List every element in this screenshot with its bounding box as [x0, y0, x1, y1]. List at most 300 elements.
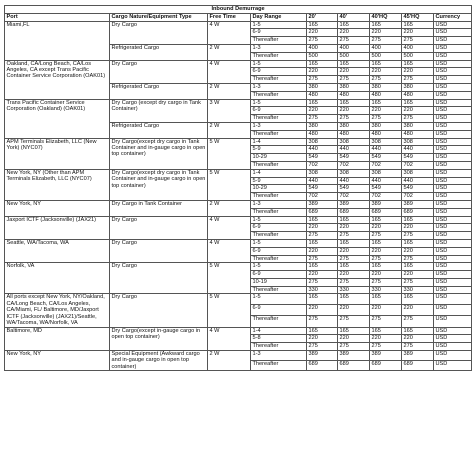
rate-40-cell: 330 — [338, 286, 370, 294]
currency-cell: USD — [434, 232, 472, 240]
rate-45hq-cell: 308 — [402, 169, 434, 177]
day-range-cell: Thereafter — [251, 208, 307, 216]
rate-20-cell: 220 — [307, 247, 338, 255]
rate-20-cell: 220 — [307, 107, 338, 115]
rate-40-cell: 220 — [338, 271, 370, 279]
day-range-cell: 1-3 — [251, 122, 307, 130]
day-range-cell: Thereafter — [251, 193, 307, 201]
currency-cell: USD — [434, 146, 472, 154]
rate-40-cell: 380 — [338, 83, 370, 91]
cargo-type-cell: Dry Cargo in Tank Container — [110, 200, 208, 216]
cargo-type-cell: Dry Cargo(except dry cargo in Tank Container and in-gauge cargo in open top container) — [110, 138, 208, 169]
rate-40-cell: 165 — [338, 294, 370, 305]
rate-40-cell: 440 — [338, 177, 370, 185]
rate-40hq-cell: 165 — [370, 263, 402, 271]
currency-cell: USD — [434, 350, 472, 360]
rate-45hq-cell: 308 — [402, 138, 434, 146]
day-range-cell: 1-5 — [251, 216, 307, 224]
currency-cell: USD — [434, 335, 472, 343]
rate-20-cell: 275 — [307, 255, 338, 263]
rate-45hq-cell: 389 — [402, 200, 434, 208]
port-cell: Baltimore, MD — [5, 327, 110, 350]
rate-40hq-cell: 440 — [370, 146, 402, 154]
currency-cell: USD — [434, 76, 472, 84]
port-cell: Trans Pacific Container Service Corporation (Oakland) (OAK01) — [5, 99, 110, 138]
rate-20-cell: 389 — [307, 350, 338, 360]
rate-20-cell: 702 — [307, 161, 338, 169]
rate-20-cell: 165 — [307, 239, 338, 247]
port-cell: Miami,FL — [5, 21, 110, 60]
column-header: Cargo Nature/Equipment Type — [110, 13, 208, 21]
rate-20-cell: 380 — [307, 83, 338, 91]
currency-cell: USD — [434, 138, 472, 146]
day-range-cell: 1-4 — [251, 138, 307, 146]
rate-20-cell: 165 — [307, 216, 338, 224]
rate-40-cell: 275 — [338, 343, 370, 351]
rate-45hq-cell: 165 — [402, 60, 434, 68]
rate-40hq-cell: 389 — [370, 350, 402, 360]
day-range-cell: Thereafter — [251, 161, 307, 169]
free-time-cell: 2 W — [208, 83, 251, 99]
rate-40hq-cell: 165 — [370, 239, 402, 247]
rate-40-cell: 702 — [338, 161, 370, 169]
port-cell: Oakland, CA/Long Beach, CA/Los Angeles, CA except Trans Pacific Container Service Corporation (OAK01) — [5, 60, 110, 99]
day-range-cell: 1-4 — [251, 169, 307, 177]
rate-40hq-cell: 689 — [370, 361, 402, 371]
rate-20-cell: 275 — [307, 76, 338, 84]
rate-40-cell: 275 — [338, 37, 370, 45]
rate-45hq-cell: 440 — [402, 177, 434, 185]
rate-20-cell: 389 — [307, 200, 338, 208]
day-range-cell: Thereafter — [251, 76, 307, 84]
day-range-cell: 1-5 — [251, 294, 307, 305]
cargo-type-cell: Refrigerated Cargo — [110, 83, 208, 99]
rate-45hq-cell: 275 — [402, 255, 434, 263]
cargo-type-cell: Dry Cargo — [110, 21, 208, 44]
rate-40-cell: 220 — [338, 224, 370, 232]
free-time-cell: 4 W — [208, 216, 251, 239]
day-range-cell: 5-8 — [251, 335, 307, 343]
rate-40hq-cell: 689 — [370, 208, 402, 216]
rate-40-cell: 165 — [338, 327, 370, 335]
currency-cell: USD — [434, 107, 472, 115]
rate-40hq-cell: 165 — [370, 99, 402, 107]
currency-cell: USD — [434, 21, 472, 29]
port-cell: APM Terminals Elizabeth, LLC (New York) (NYC07) — [5, 138, 110, 169]
table-row — [5, 169, 472, 177]
cargo-type-cell: Dry Cargo — [110, 216, 208, 239]
rate-40hq-cell: 220 — [370, 305, 402, 316]
rate-40-cell: 480 — [338, 130, 370, 138]
rate-45hq-cell: 389 — [402, 350, 434, 360]
day-range-cell: Thereafter — [251, 343, 307, 351]
rate-45hq-cell: 165 — [402, 239, 434, 247]
rate-20-cell: 500 — [307, 52, 338, 60]
rate-40hq-cell: 220 — [370, 271, 402, 279]
rate-20-cell: 308 — [307, 169, 338, 177]
free-time-cell: 4 W — [208, 327, 251, 350]
rate-45hq-cell: 702 — [402, 193, 434, 201]
rate-45hq-cell: 275 — [402, 76, 434, 84]
free-time-cell: 5 W — [208, 294, 251, 327]
rate-20-cell: 165 — [307, 294, 338, 305]
currency-cell: USD — [434, 37, 472, 45]
rate-20-cell: 165 — [307, 263, 338, 271]
rate-40-cell: 275 — [338, 255, 370, 263]
currency-cell: USD — [434, 286, 472, 294]
rate-40hq-cell: 220 — [370, 224, 402, 232]
day-range-cell: 10-29 — [251, 185, 307, 193]
cargo-type-cell: Dry Cargo — [110, 60, 208, 83]
column-header: Port — [5, 13, 110, 21]
rate-40-cell: 275 — [338, 278, 370, 286]
rate-45hq-cell: 165 — [402, 21, 434, 29]
rate-40hq-cell: 275 — [370, 255, 402, 263]
rate-40hq-cell: 389 — [370, 200, 402, 208]
table-title: Inbound Demurrage — [5, 6, 472, 14]
cargo-type-cell: Dry Cargo(except in-gauge cargo in open top container) — [110, 327, 208, 350]
currency-cell: USD — [434, 294, 472, 305]
rate-20-cell: 480 — [307, 130, 338, 138]
table-row — [5, 239, 472, 247]
rate-40-cell: 549 — [338, 154, 370, 162]
column-header: 45'HQ — [402, 13, 434, 21]
free-time-cell: 4 W — [208, 60, 251, 83]
currency-cell: USD — [434, 169, 472, 177]
rate-40-cell: 549 — [338, 185, 370, 193]
port-cell: New York, NY (Other than APM Terminals Elizabeth, LLC (NYC07) — [5, 169, 110, 200]
rate-40hq-cell: 308 — [370, 138, 402, 146]
free-time-cell: 2 W — [208, 122, 251, 138]
rate-20-cell: 220 — [307, 305, 338, 316]
day-range-cell: 5-9 — [251, 146, 307, 154]
day-range-cell: 5-9 — [251, 177, 307, 185]
rate-20-cell: 440 — [307, 177, 338, 185]
rate-20-cell: 220 — [307, 29, 338, 37]
currency-cell: USD — [434, 44, 472, 52]
rate-20-cell: 165 — [307, 99, 338, 107]
port-cell: All ports except New York, NY/Oakland, CA/Long Beach, CA/Los Angeles, CA/Miami, FL/ Baltimore, MD/Jaxport ICTF (Jacksonville) (JAX21)/Seattle, WA/Tacoma, WA/Norfolk, VA — [5, 294, 110, 327]
rate-45hq-cell: 220 — [402, 29, 434, 37]
rate-40hq-cell: 440 — [370, 177, 402, 185]
rate-40-cell: 165 — [338, 263, 370, 271]
rate-40hq-cell: 220 — [370, 247, 402, 255]
table-row — [5, 21, 472, 29]
rate-20-cell: 689 — [307, 361, 338, 371]
column-header: 20' — [307, 13, 338, 21]
rate-40hq-cell: 275 — [370, 278, 402, 286]
free-time-cell: 4 W — [208, 21, 251, 44]
day-range-cell: Thereafter — [251, 255, 307, 263]
rate-45hq-cell: 220 — [402, 68, 434, 76]
rate-45hq-cell: 440 — [402, 146, 434, 154]
rate-20-cell: 380 — [307, 122, 338, 130]
rate-20-cell: 275 — [307, 37, 338, 45]
rate-20-cell: 702 — [307, 193, 338, 201]
rate-40-cell: 165 — [338, 21, 370, 29]
rate-20-cell: 689 — [307, 208, 338, 216]
table-body — [5, 21, 472, 371]
day-range-cell: Thereafter — [251, 115, 307, 123]
table-row — [5, 327, 472, 335]
rate-40-cell: 165 — [338, 216, 370, 224]
rate-20-cell: 440 — [307, 146, 338, 154]
rate-20-cell: 220 — [307, 271, 338, 279]
currency-cell: USD — [434, 99, 472, 107]
day-range-cell: 1-5 — [251, 60, 307, 68]
day-range-cell: 1-3 — [251, 350, 307, 360]
day-range-cell: 1-5 — [251, 99, 307, 107]
rate-40-cell: 220 — [338, 305, 370, 316]
rate-20-cell: 275 — [307, 115, 338, 123]
currency-cell: USD — [434, 29, 472, 37]
rate-45hq-cell: 220 — [402, 107, 434, 115]
cargo-type-cell: Dry Cargo — [110, 239, 208, 262]
free-time-cell: 2 W — [208, 350, 251, 370]
rate-45hq-cell: 165 — [402, 294, 434, 305]
rate-20-cell: 220 — [307, 335, 338, 343]
currency-cell: USD — [434, 68, 472, 76]
rate-40-cell: 220 — [338, 335, 370, 343]
rate-20-cell: 165 — [307, 60, 338, 68]
table-row — [5, 350, 472, 360]
day-range-cell: Thereafter — [251, 52, 307, 60]
rate-40hq-cell: 275 — [370, 232, 402, 240]
rate-40hq-cell: 165 — [370, 21, 402, 29]
rate-45hq-cell: 275 — [402, 115, 434, 123]
currency-cell: USD — [434, 224, 472, 232]
currency-cell: USD — [434, 122, 472, 130]
rate-40-cell: 220 — [338, 247, 370, 255]
rate-45hq-cell: 689 — [402, 361, 434, 371]
day-range-cell: Thereafter — [251, 232, 307, 240]
rate-40-cell: 689 — [338, 208, 370, 216]
port-cell: Seattle, WA/Tacoma, WA — [5, 239, 110, 262]
rate-45hq-cell: 275 — [402, 343, 434, 351]
demurrage-table-container — [4, 0, 471, 371]
day-range-cell: Thereafter — [251, 37, 307, 45]
port-cell: Jaxport ICTF (Jacksonville) (JAX21) — [5, 216, 110, 239]
rate-40hq-cell: 380 — [370, 83, 402, 91]
rate-45hq-cell: 275 — [402, 232, 434, 240]
currency-cell: USD — [434, 263, 472, 271]
rate-45hq-cell: 702 — [402, 161, 434, 169]
rate-45hq-cell: 275 — [402, 37, 434, 45]
column-header: 40'HQ — [370, 13, 402, 21]
free-time-cell: 5 W — [208, 138, 251, 169]
column-header: Day Range — [251, 13, 307, 21]
cargo-type-cell: Special Equipment (Awkward cargo and in-gauge cargo in open top container) — [110, 350, 208, 370]
rate-20-cell: 275 — [307, 316, 338, 327]
rate-40-cell: 308 — [338, 169, 370, 177]
day-range-cell: Thereafter — [251, 286, 307, 294]
currency-cell: USD — [434, 239, 472, 247]
day-range-cell: 1-4 — [251, 327, 307, 335]
rate-20-cell: 275 — [307, 278, 338, 286]
rate-45hq-cell: 220 — [402, 335, 434, 343]
rate-45hq-cell: 549 — [402, 185, 434, 193]
rate-45hq-cell: 165 — [402, 263, 434, 271]
rate-45hq-cell: 220 — [402, 271, 434, 279]
day-range-cell: 1-3 — [251, 83, 307, 91]
rate-40hq-cell: 549 — [370, 154, 402, 162]
rate-40hq-cell: 220 — [370, 107, 402, 115]
currency-cell: USD — [434, 161, 472, 169]
rate-40-cell: 165 — [338, 99, 370, 107]
currency-cell: USD — [434, 115, 472, 123]
day-range-cell: Thereafter — [251, 316, 307, 327]
rate-20-cell: 549 — [307, 154, 338, 162]
rate-45hq-cell: 480 — [402, 91, 434, 99]
rate-40-cell: 220 — [338, 68, 370, 76]
free-time-cell: 2 W — [208, 200, 251, 216]
currency-cell: USD — [434, 193, 472, 201]
day-range-cell: 6-9 — [251, 68, 307, 76]
rate-40-cell: 165 — [338, 60, 370, 68]
rate-45hq-cell: 165 — [402, 99, 434, 107]
rate-40-cell: 702 — [338, 193, 370, 201]
rate-20-cell: 308 — [307, 138, 338, 146]
rate-40-cell: 389 — [338, 200, 370, 208]
column-header: Free Time — [208, 13, 251, 21]
rate-40hq-cell: 165 — [370, 294, 402, 305]
rate-45hq-cell: 220 — [402, 224, 434, 232]
table-row — [5, 60, 472, 68]
rate-45hq-cell: 500 — [402, 52, 434, 60]
rate-40hq-cell: 400 — [370, 44, 402, 52]
currency-cell: USD — [434, 316, 472, 327]
currency-cell: USD — [434, 200, 472, 208]
rate-40hq-cell: 165 — [370, 60, 402, 68]
rate-40hq-cell: 275 — [370, 76, 402, 84]
day-range-cell: Thereafter — [251, 91, 307, 99]
table-row — [5, 216, 472, 224]
currency-cell: USD — [434, 247, 472, 255]
currency-cell: USD — [434, 185, 472, 193]
rate-20-cell: 220 — [307, 224, 338, 232]
day-range-cell: 6-9 — [251, 224, 307, 232]
rate-40hq-cell: 165 — [370, 327, 402, 335]
day-range-cell: 1-3 — [251, 44, 307, 52]
table-row — [5, 99, 472, 107]
rate-40hq-cell: 500 — [370, 52, 402, 60]
port-cell: Norfolk, VA — [5, 263, 110, 294]
rate-40-cell: 275 — [338, 316, 370, 327]
rate-45hq-cell: 380 — [402, 122, 434, 130]
free-time-cell: 3 W — [208, 99, 251, 122]
port-cell: New York, NY — [5, 200, 110, 216]
rate-40hq-cell: 480 — [370, 130, 402, 138]
rate-45hq-cell: 400 — [402, 44, 434, 52]
day-range-cell: 6-9 — [251, 305, 307, 316]
currency-cell: USD — [434, 216, 472, 224]
rate-40-cell: 440 — [338, 146, 370, 154]
currency-cell: USD — [434, 154, 472, 162]
currency-cell: USD — [434, 271, 472, 279]
rate-40-cell: 220 — [338, 107, 370, 115]
day-range-cell: 1-3 — [251, 200, 307, 208]
cargo-type-cell: Refrigerated Cargo — [110, 44, 208, 60]
day-range-cell: 6-9 — [251, 247, 307, 255]
day-range-cell: 1-5 — [251, 21, 307, 29]
currency-cell: USD — [434, 60, 472, 68]
currency-cell: USD — [434, 130, 472, 138]
rate-20-cell: 165 — [307, 327, 338, 335]
rate-40hq-cell: 702 — [370, 161, 402, 169]
cargo-type-cell: Dry Cargo — [110, 263, 208, 294]
rate-40hq-cell: 702 — [370, 193, 402, 201]
day-range-cell: 6-9 — [251, 107, 307, 115]
rate-40-cell: 689 — [338, 361, 370, 371]
rate-45hq-cell: 275 — [402, 278, 434, 286]
rate-20-cell: 400 — [307, 44, 338, 52]
column-header-row — [5, 13, 472, 21]
rate-20-cell: 220 — [307, 68, 338, 76]
rate-45hq-cell: 549 — [402, 154, 434, 162]
rate-45hq-cell: 220 — [402, 247, 434, 255]
currency-cell: USD — [434, 305, 472, 316]
cargo-type-cell: Dry Cargo(except dry cargo in Tank Container and in-gauge cargo in open top container) — [110, 169, 208, 200]
currency-cell: USD — [434, 208, 472, 216]
rate-40-cell: 275 — [338, 115, 370, 123]
rate-40-cell: 275 — [338, 232, 370, 240]
rate-40-cell: 275 — [338, 76, 370, 84]
rate-40hq-cell: 220 — [370, 335, 402, 343]
rate-20-cell: 165 — [307, 21, 338, 29]
rate-40-cell: 500 — [338, 52, 370, 60]
rate-40-cell: 380 — [338, 122, 370, 130]
free-time-cell: 5 W — [208, 263, 251, 294]
rate-20-cell: 549 — [307, 185, 338, 193]
free-time-cell: 4 W — [208, 239, 251, 262]
rate-40-cell: 165 — [338, 239, 370, 247]
currency-cell: USD — [434, 278, 472, 286]
rate-40-cell: 389 — [338, 350, 370, 360]
day-range-cell: Thereafter — [251, 130, 307, 138]
column-header: 40' — [338, 13, 370, 21]
rate-45hq-cell: 689 — [402, 208, 434, 216]
rate-40-cell: 308 — [338, 138, 370, 146]
rate-40hq-cell: 330 — [370, 286, 402, 294]
rate-45hq-cell: 480 — [402, 130, 434, 138]
cargo-type-cell: Dry Cargo — [110, 294, 208, 327]
table-row — [5, 294, 472, 305]
rate-40hq-cell: 480 — [370, 91, 402, 99]
rate-40hq-cell: 165 — [370, 216, 402, 224]
free-time-cell: 2 W — [208, 44, 251, 60]
rate-20-cell: 330 — [307, 286, 338, 294]
currency-cell: USD — [434, 177, 472, 185]
rate-40hq-cell: 380 — [370, 122, 402, 130]
rate-40hq-cell: 549 — [370, 185, 402, 193]
rate-40hq-cell: 308 — [370, 169, 402, 177]
day-range-cell: Thereafter — [251, 361, 307, 371]
column-header: Currency — [434, 13, 472, 21]
rate-20-cell: 275 — [307, 232, 338, 240]
rate-40hq-cell: 220 — [370, 29, 402, 37]
port-cell: New York, NY — [5, 350, 110, 370]
currency-cell: USD — [434, 361, 472, 371]
day-range-cell: 10-19 — [251, 278, 307, 286]
day-range-cell: 10-29 — [251, 154, 307, 162]
cargo-type-cell: Refrigerated Cargo — [110, 122, 208, 138]
day-range-cell: 1-5 — [251, 263, 307, 271]
rate-45hq-cell: 165 — [402, 216, 434, 224]
free-time-cell: 5 W — [208, 169, 251, 200]
currency-cell: USD — [434, 52, 472, 60]
currency-cell: USD — [434, 83, 472, 91]
rate-20-cell: 480 — [307, 91, 338, 99]
